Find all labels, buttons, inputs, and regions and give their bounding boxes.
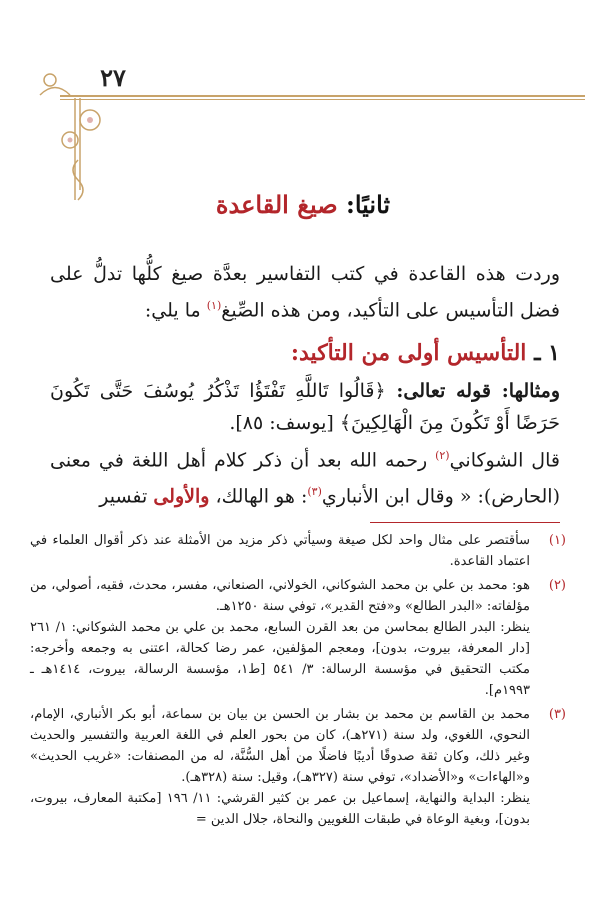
footnote-divider: [370, 522, 560, 523]
verse-citation: [يوسف: ٨٥].: [229, 412, 340, 434]
shawkani-paragraph: [50, 440, 560, 513]
footnote-3: [30, 704, 566, 830]
footnote-text: ينظر: البداية والنهاية، إسماعيل بن عمر بن كثير القرشي: ١١/ ١٩٦ [مكتبة المعارف، بيروت، بدون]، وبغية الوعاة في طبقات اللغويين والنحاة، جلال الدين =: [30, 791, 530, 827]
subheading-label: التأسيس أولى من التأكيد:: [290, 340, 527, 366]
footnote-1: [30, 530, 566, 572]
intro-tail: ما يلي:: [144, 299, 207, 322]
footnote-number: (١): [548, 533, 566, 548]
footnote-text: محمد بن القاسم بن محمد بن بشار بن الحسن بن بيان بن سماعة، أبو بكر الأنباري، الإمام، النحوي، اللغوي، ولد سنة (٢٧١هـ)، كان من بحور العلم في اللغة العربية والتفسير والحديث وغير ذلك، وكان ثقة صدوقًا أديبًا فاضلًا من أهل السُّنَّة، له من المصنفات: «غريب الحديث» و«الهاءات» و«الأضداد»، توفي سنة (٣٢٧هـ)، وقيل: سنة (٣٢٨هـ).: [30, 707, 530, 785]
footnote-ref-2[interactable]: (٢): [435, 449, 450, 462]
section-title: صيغ القاعدة: [215, 190, 338, 219]
intro-paragraph: [50, 258, 560, 326]
shawkani-part2: رحمه الله بعد أن ذكر كلام أهل اللغة في معنى (الحارض): « وقال ابن الأنباري: [50, 449, 560, 508]
footnote-number: (٢): [548, 578, 566, 593]
page-number: ٢٧: [100, 63, 126, 92]
subheading-1: [50, 340, 560, 366]
header-rule-thin: [60, 99, 585, 100]
footnote-text: سأقتصر على مثال واحد لكل صيغة وسيأتي ذكر مزيد من الأمثلة عند ذكر أقوال العلماء في اعتماد القاعدة.: [30, 533, 530, 569]
section-number: ثانيًا:: [345, 190, 391, 219]
footnotes: [30, 530, 566, 833]
shawkani-part4: تفسير: [99, 485, 154, 508]
footnote-text: هو: محمد بن علي بن محمد الشوكاني، الخولاني، الصنعاني، مفسر، محدث، فقيه، أصولي، من مؤلفاته: «البدر الطالع» و«فتح القدير»، توفي سنة ١٢٥٠هـ.: [30, 578, 530, 614]
intro-text: وردت هذه القاعدة في كتب التفاسير بعدَّة صيغ كلُّها تدلُّ على فضل التأسيس على التأكيد، ومن هذه الصِّيغ: [50, 263, 560, 322]
footnote-ref-3[interactable]: (٣): [307, 485, 322, 499]
shawkani-highlight: والأولى: [153, 485, 210, 508]
example-lead: ومثالها: قوله تعالى:: [385, 380, 560, 402]
footnote-ref-1[interactable]: (١): [206, 299, 222, 312]
shawkani-part3: : هو الهالك،: [209, 485, 308, 508]
quran-verse: ﴿قَالُوا تَاللَّهِ تَفْتَؤُا تَذْكُرُ يُوسُفَ حَتَّى تَكُونَ حَرَضًا أَوْ تَكُونَ مِنَ الْهَالِكِينَ﴾: [50, 380, 560, 434]
footnote-number: (٣): [548, 707, 566, 722]
example-paragraph: [50, 375, 560, 439]
subheading-number: ١ ـ: [526, 340, 560, 366]
section-heading: [0, 190, 606, 219]
footnote-text: ينظر: البدر الطالع بمحاسن من بعد القرن السابع، محمد بن علي بن محمد الشوكاني: ١/ ٢٦١ [دار المعرفة، بيروت، بدون]، ومعجم المؤلفين، عمر رضا كحالة، اعتنى به وجمعه وأخرجه: مكتب التحقيق في مؤسسة الرسالة: ٣/ ٥٤١ [ط١، مؤسسة الرسالة، بيروت، ١٤١٤هـ ـ ١٩٩٣م].: [30, 620, 531, 698]
footnote-2: [30, 575, 566, 701]
shawkani-part1: قال الشوكاني: [449, 449, 560, 472]
